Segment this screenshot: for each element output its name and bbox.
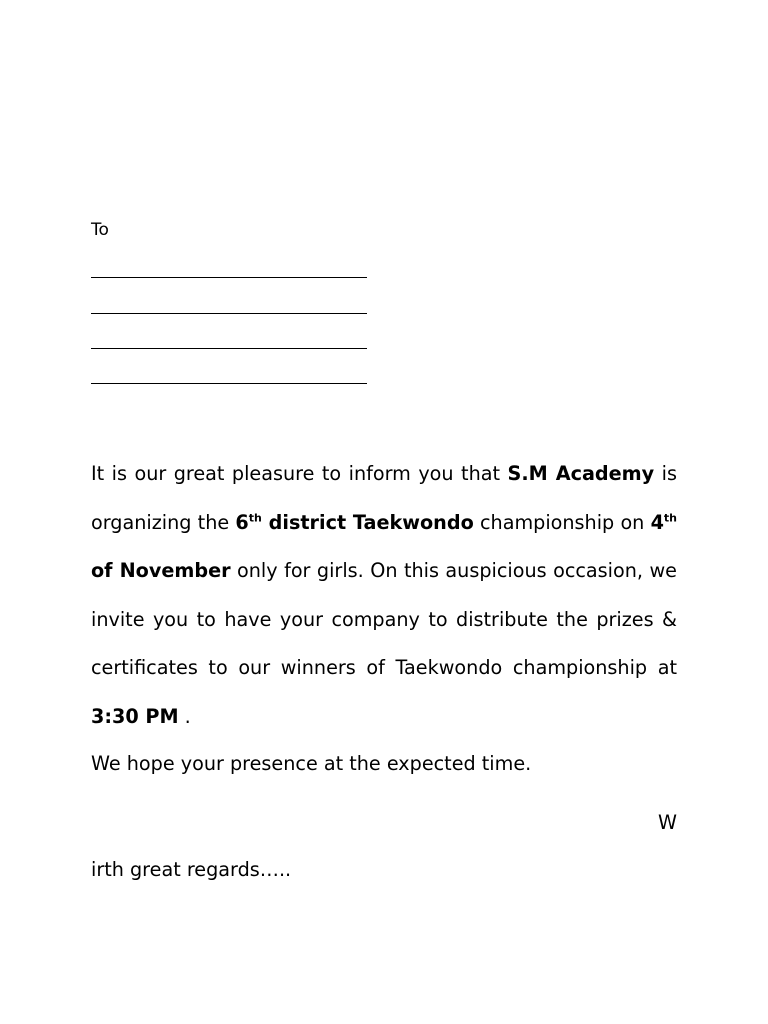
body-text-4: only for girls. On this auspicious occasion, we invite you to have your company to distribute the prizes & certificates to our winners of Taekwondo championship at — [91, 559, 677, 679]
address-line-1 — [91, 277, 367, 278]
edition-suffix: th — [248, 510, 262, 524]
event-name: district Taekwondo — [261, 510, 474, 534]
edition-number: 6 — [235, 510, 249, 534]
to-label: To — [91, 220, 109, 240]
event-time: 3:30 PM — [91, 704, 179, 728]
date-suffix: th — [663, 510, 678, 524]
academy-name: S.M Academy — [507, 462, 655, 485]
address-line-4 — [91, 383, 367, 384]
closing-regards: irth great regards….. — [91, 858, 292, 881]
body-text-5: . — [178, 704, 191, 728]
hope-line: We hope your presence at the expected time. — [91, 752, 532, 775]
address-line-2 — [91, 313, 367, 314]
body-text-3: championship on — [473, 510, 651, 534]
address-line-3 — [91, 348, 367, 349]
closing-w-fragment: W — [658, 811, 677, 834]
date-number: 4 — [650, 510, 664, 534]
body-text-1: It is our great pleasure to inform you that — [91, 462, 508, 485]
body-text-2: is organizing the — [91, 462, 677, 534]
invitation-paragraph — [91, 450, 677, 741]
date-month: of November — [91, 559, 231, 582]
